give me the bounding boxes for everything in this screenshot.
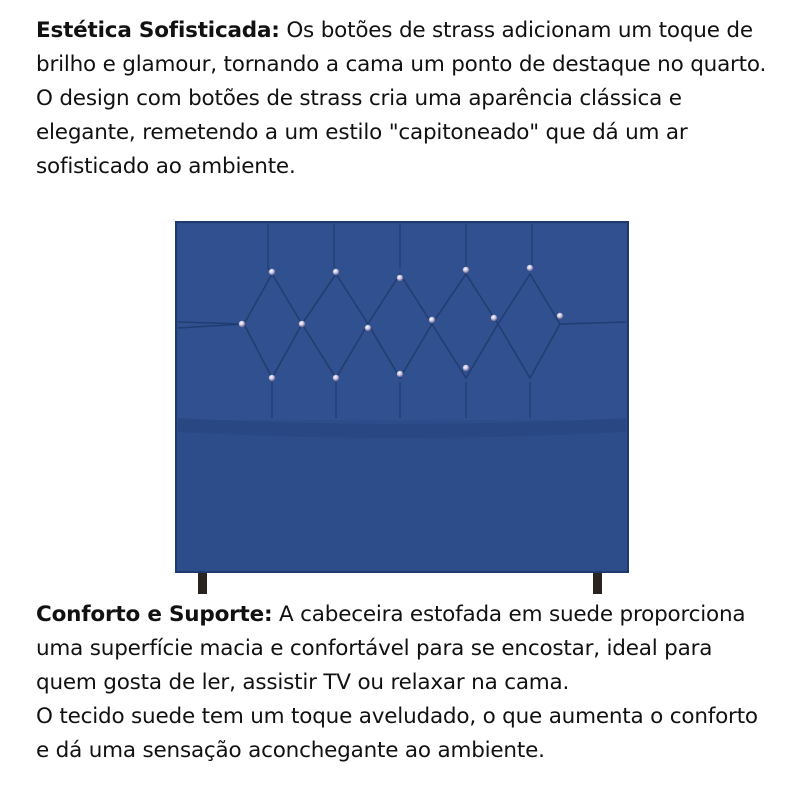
comfort-paragraph-1 <box>36 598 776 700</box>
rhinestone-button <box>463 267 469 273</box>
rhinestone-button <box>239 321 245 327</box>
aesthetic-heading: Estética Sofisticada: <box>36 18 280 43</box>
rhinestone-button <box>269 375 275 381</box>
rhinestone-button <box>397 275 403 281</box>
rhinestone-button <box>557 313 563 319</box>
rhinestone-button <box>365 325 371 331</box>
rhinestone-button <box>269 269 275 275</box>
rhinestone-button <box>491 315 497 321</box>
rhinestone-button <box>333 269 339 275</box>
rhinestone-button <box>527 265 533 271</box>
aesthetic-text-1: Os botões de strass adicionam um toque de brilho e glamour, tornando a cama um ponto de destaque no quarto. <box>36 18 767 77</box>
comfort-text-1: A cabeceira estofada em suede proporciona uma superfície macia e confortável para se encostar, ideal para quem gosta de ler, assistir TV ou relaxar na cama. <box>36 602 746 695</box>
aesthetic-section <box>36 14 776 184</box>
aesthetic-paragraph-2: O design com botões de strass cria uma aparência clássica e elegante, remetendo a um estilo "capitoneado" que dá um ar sofisticado ao ambiente. <box>36 86 688 179</box>
comfort-section <box>36 598 776 768</box>
aesthetic-paragraph-1 <box>36 14 776 82</box>
comfort-heading: Conforto e Suporte: <box>36 602 273 627</box>
headboard-image <box>172 218 632 598</box>
rhinestone-button <box>429 317 435 323</box>
comfort-paragraph-2: O tecido suede tem um toque aveludado, o que aumenta o conforto e dá uma sensação aconchegante ao ambiente. <box>36 704 758 763</box>
rhinestone-button <box>397 371 403 377</box>
rhinestone-button <box>463 365 469 371</box>
rhinestone-button <box>299 321 305 327</box>
rhinestone-button <box>333 375 339 381</box>
